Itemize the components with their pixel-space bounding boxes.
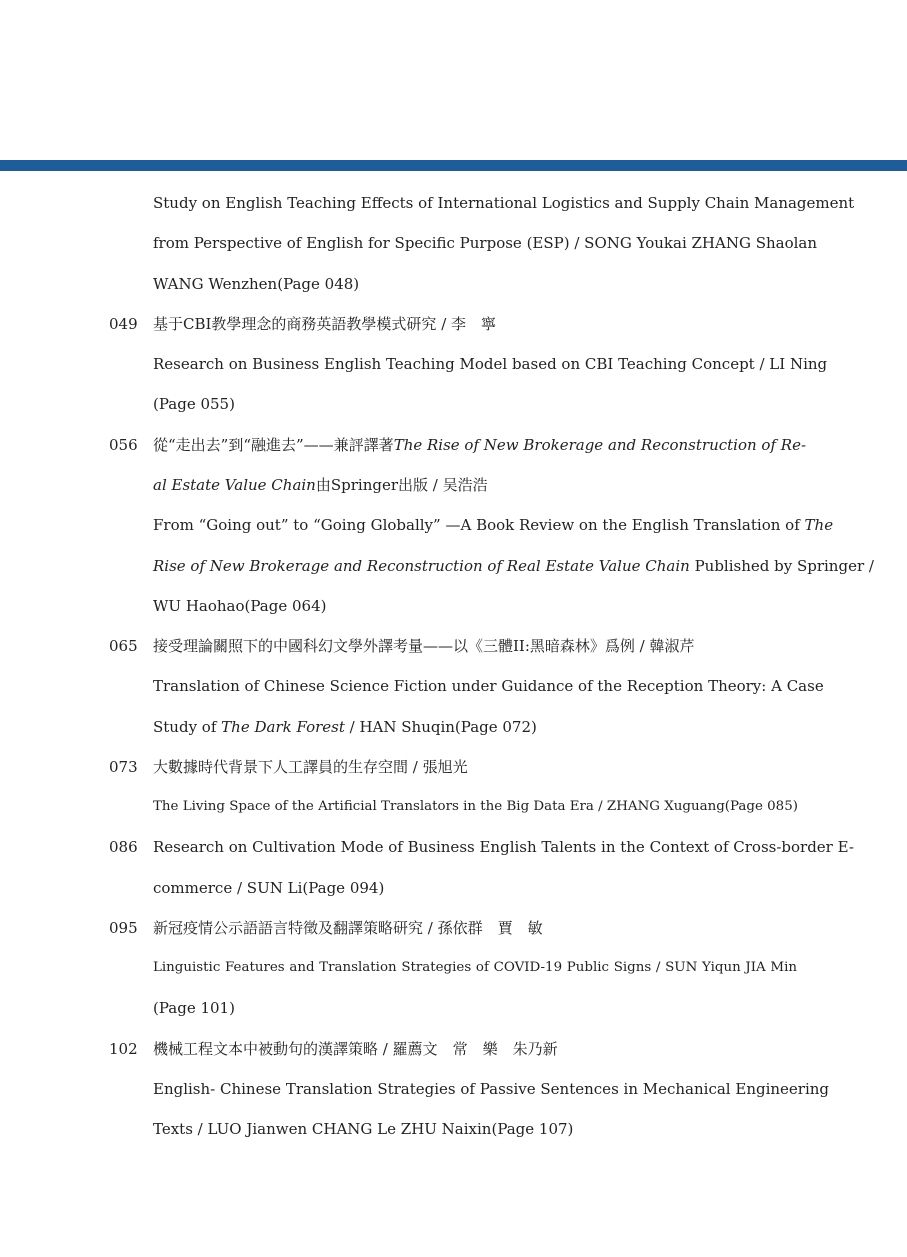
entry-page-number: 102	[109, 1040, 138, 1058]
entry-page-number: 056	[109, 436, 138, 454]
italic-book-title: The Rise of New Brokerage and Reconstruction of Re-	[393, 436, 807, 454]
entry-chinese-title: 大數據時代背景下人工譯員的生存空間 / 張旭光	[153, 758, 468, 776]
italic-book-title: The Dark Forest	[221, 718, 345, 736]
header-accent-bar	[0, 160, 907, 171]
entry-chinese-title: 機械工程文本中被動句的漢譯策略 / 羅薦文 常 樂 朱乃新	[153, 1040, 558, 1058]
italic-book-title: Rise of New Brokerage and Reconstruction of Real Estate Value Chain	[153, 557, 690, 575]
entry-english-title: The Living Space of the Artificial Translators in the Big Data Era / ZHANG Xuguang(Page 085)	[153, 799, 798, 814]
entry-english-title: WU Haohao(Page 064)	[153, 597, 327, 615]
entry-english-title: Research on Business English Teaching Model based on CBI Teaching Concept / LI Ning	[153, 355, 828, 373]
entry-chinese-title: 新冠疫情公示語語言特徵及翻譯策略研究 / 孫依群 賈 敏	[153, 919, 543, 937]
title-text: 從“走出去”到“融進去”——兼評譯著	[153, 436, 394, 454]
entry-english-title: Translation of Chinese Science Fiction under Guidance of the Reception Theory: A Case	[153, 677, 824, 695]
entry-english-title: (Page 055)	[153, 395, 235, 413]
title-text: Published by Springer /	[689, 557, 874, 575]
italic-book-title: al Estate Value Chain	[153, 476, 316, 494]
entry-english-title: Research on Cultivation Mode of Business English Talents in the Context of Cross-border E-	[153, 838, 854, 856]
entry-english-title: Linguistic Features and Translation Strategies of COVID-19 Public Signs / SUN Yiqun JIA Min	[153, 960, 797, 975]
entry-english-title	[153, 554, 874, 578]
entry-title-line: WANG Wenzhen(Page 048)	[153, 275, 360, 293]
entry-chinese-title	[153, 473, 797, 497]
title-text: / HAN Shuqin(Page 072)	[344, 718, 537, 736]
entry-page-number: 095	[109, 919, 138, 937]
entry-english-title	[153, 513, 834, 537]
entry-page-number: 065	[109, 637, 138, 655]
entry-title-line: Study on English Teaching Effects of International Logistics and Supply Chain Management	[153, 194, 855, 212]
italic-book-title: The	[804, 516, 834, 534]
entry-chinese-title: 接受理論關照下的中國科幻文學外譯考量——以《三體II:黑暗森林》爲例 / 韓淑芹	[153, 637, 695, 655]
entry-page-number: 086	[109, 838, 138, 856]
title-text: Study of	[153, 718, 222, 736]
entry-english-title: Texts / LUO Jianwen CHANG Le ZHU Naixin(Page 107)	[153, 1120, 574, 1138]
title-text: 由Springer出版 / 吴浩浩	[315, 476, 488, 494]
entry-english-title	[153, 715, 797, 739]
title-text: From “Going out” to “Going Globally” —A Book Review on the English Translation of	[153, 516, 800, 534]
entry-page-number: 073	[109, 758, 138, 776]
entry-chinese-title: 基于CBI教學理念的商務英語教學模式研究 / 李 寧	[153, 315, 497, 333]
entry-chinese-title	[153, 433, 807, 457]
entry-english-title: commerce / SUN Li(Page 094)	[153, 879, 385, 897]
entry-english-title: (Page 101)	[153, 999, 235, 1017]
entry-page-number: 049	[109, 315, 138, 333]
entry-english-title: English- Chinese Translation Strategies of Passive Sentences in Mechanical Engineering	[153, 1080, 830, 1098]
entry-title-line: from Perspective of English for Specific Purpose (ESP) / SONG Youkai ZHANG Shaolan	[153, 234, 818, 252]
